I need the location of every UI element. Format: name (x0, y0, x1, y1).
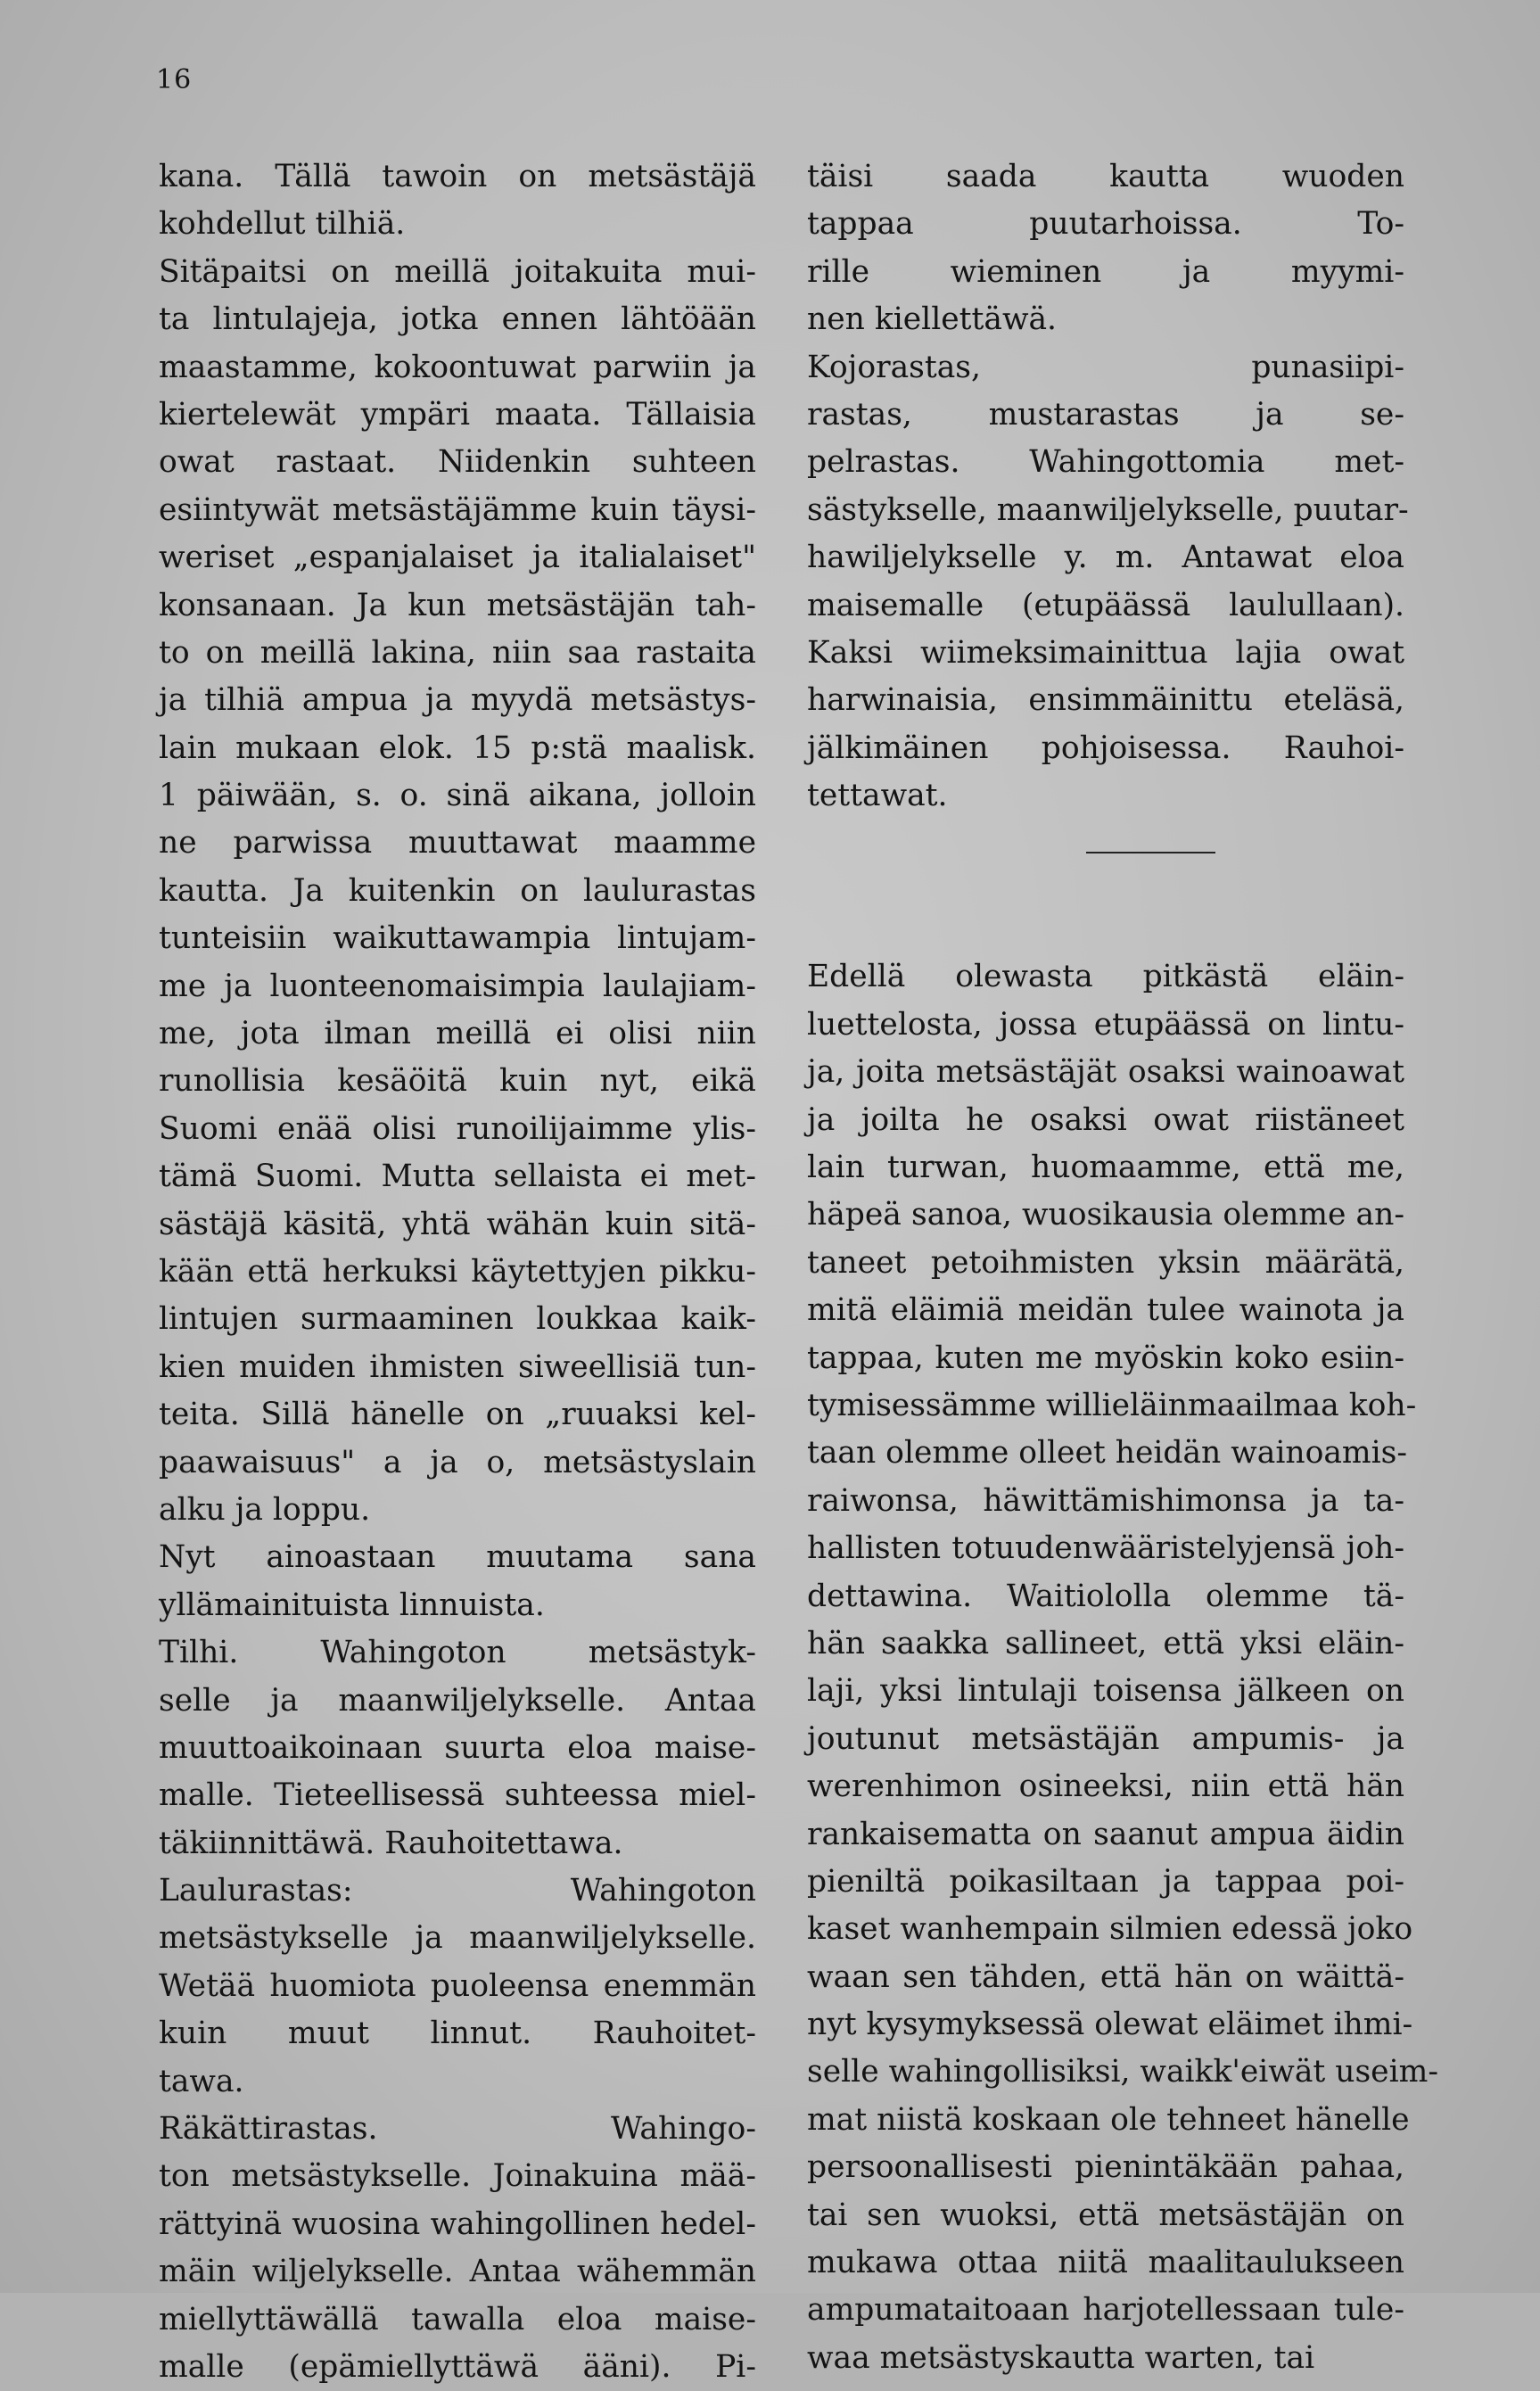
text-line: werenhimon osineeksi, niin että hän (807, 1769, 1404, 1805)
text-line: kohdellut tilhiä. (159, 206, 406, 243)
text-line: weriset „espanjalaiset ja italialaiset" (159, 540, 756, 576)
text-line: joutunut metsästäjän ampumis- ja (807, 1720, 1404, 1757)
text-line: owat rastaat. Niidenkin suhteen (159, 444, 756, 481)
text-line: kään että herkuksi käytettyjen pikku- (159, 1253, 756, 1290)
text-line: dettawina. Waitiololla olemme tä- (807, 1578, 1404, 1614)
text-line: kaset wanhempain silmien edessä joko (807, 1911, 1413, 1948)
text-line: miellyttäwällä tawalla eloa maise- (159, 2301, 756, 2337)
text-line: rastas, mustarastas ja se- (807, 396, 1404, 433)
text-line: kuin muut linnut. Rauhoitet- (159, 2016, 756, 2052)
text-line: tai sen wuoksi, että metsästäjän on (807, 2197, 1404, 2233)
page-number: 16 (156, 64, 193, 95)
text-line: teita. Sillä hänelle on „ruuaksi kel- (159, 1397, 756, 1433)
text-line: me ja luonteenomaisimpia laulajiam- (159, 968, 756, 1004)
text-line: Wetää huomiota puoleensa enemmän (159, 1967, 756, 2004)
text-line: tunteisiin waikuttawampia lintujam- (159, 920, 756, 957)
section-divider (1086, 852, 1215, 853)
text-line: hawiljelykselle y. m. Antawat eloa (807, 540, 1404, 576)
text-line: waan sen tähden, että hän on wäittä- (807, 1958, 1404, 1995)
text-line: pieniltä poikasiltaan ja tappaa poi- (807, 1863, 1404, 1900)
text-line: Suomi enää olisi runoilijaimme ylis- (159, 1110, 756, 1147)
right-column-top-text (807, 153, 1409, 820)
text-line: ja, joita metsästäjät osaksi wainoawat (807, 1054, 1404, 1091)
text-line: me, jota ilman meillä ei olisi niin (159, 1016, 756, 1052)
text-line: malle. Tieteellisessä suhteessa miel- (159, 1777, 756, 1814)
text-line: tettawat. (807, 778, 948, 814)
text-line: luettelosta, jossa etupäässä on lintu- (807, 1006, 1404, 1043)
text-line: selle ja maanwiljelykselle. Antaa (159, 1682, 756, 1719)
text-line: taan olemme olleet heidän wainoamis- (807, 1435, 1408, 1472)
text-line: lintujen surmaaminen loukkaa kaik- (159, 1301, 756, 1338)
text-line: kautta. Ja kuitenkin on laulurastas (159, 872, 756, 909)
text-line: nen kiellettäwä. (807, 301, 1058, 338)
text-line: kien muiden ihmisten siweellisiä tun- (159, 1348, 756, 1385)
text-line: kana. Tällä tawoin on metsästäjä (159, 159, 756, 194)
text-line: hän saakka sallineet, että yksi eläin- (807, 1625, 1404, 1661)
text-line: häpeä sanoa, wuosikausia olemme an- (807, 1197, 1404, 1233)
text-line: kiertelewät ympäri maata. Tällaisia (159, 396, 756, 433)
text-line: runollisia kesäöitä kuin nyt, eikä (159, 1063, 756, 1100)
text-line: ja joilta he osaksi owat riistäneet (807, 1101, 1404, 1138)
text-line: mitä eläimiä meidän tulee wainota ja (807, 1292, 1404, 1329)
text-line: maisemalle (etupäässä laulullaan). (807, 587, 1404, 623)
text-line: Kaksi wiimeksimainittua lajia owat (807, 634, 1404, 671)
text-line: maastamme, kokoontuwat parwiin ja (159, 349, 756, 385)
text-line: raiwonsa, häwittämishimonsa ja ta- (807, 1482, 1404, 1519)
text-line: sästykselle, maanwiljelykselle, puutar- (807, 491, 1409, 528)
text-line: to on meillä lakina, niin saa rastaita (159, 634, 756, 671)
text-line: persoonallisesti pienintäkään pahaa, (807, 2149, 1404, 2186)
text-line: nyt kysymyksessä olewat eläimet ihmi- (807, 2007, 1413, 2043)
text-line: ta lintulajeja, jotka ennen lähtöään (159, 301, 756, 338)
text-line: ja tilhiä ampua ja myydä metsästys- (159, 682, 756, 719)
text-line: Tilhi. Wahingoton metsästyk- (159, 1635, 756, 1671)
text-line: konsanaan. Ja kun metsästäjän tah- (159, 587, 756, 623)
text-line: mäin wiljelykselle. Antaa wähemmän (159, 2254, 756, 2290)
text-line: Nyt ainoastaan muutama sana (159, 1539, 756, 1576)
text-line: selle wahingollisiksi, waikk'eiwät useim- (807, 2054, 1438, 2090)
text-line: rille wieminen ja myymi- (807, 253, 1404, 290)
text-line: tämä Suomi. Mutta sellaista ei met- (159, 1158, 756, 1195)
text-line: tappaa puutarhoissa. To- (807, 206, 1404, 243)
text-line: metsästykselle ja maanwiljelykselle. (159, 1920, 756, 1957)
text-line: lain mukaan elok. 15 p:stä maalisk. (159, 730, 756, 766)
text-line: hallisten totuudenwääristelyjensä joh- (807, 1530, 1404, 1567)
right-column-bottom-text (807, 953, 1438, 2382)
text-line: Laulurastas: Wahingoton (159, 1873, 756, 1909)
text-line: Edellä olewasta pitkästä eläin- (807, 959, 1404, 995)
text-line: ne parwissa muuttawat maamme (159, 825, 756, 862)
text-line: esiintywät metsästäjämme kuin täysi- (159, 491, 756, 528)
text-line: rankaisematta on saanut ampua äidin (807, 1816, 1404, 1852)
text-line: Sitäpaitsi on meillä joitakuita mui- (159, 253, 756, 290)
text-line: jälkimäinen pohjoisessa. Rauhoi- (807, 730, 1404, 766)
section-gap (807, 853, 1404, 953)
text-line: rättyinä wuosina wahingollinen hedel- (159, 2205, 756, 2242)
text-line: Kojorastas, punasiipi- (807, 349, 1404, 385)
text-line: täisi saada kautta wuoden (807, 159, 1404, 194)
right-column (807, 153, 1438, 2382)
text-line: paawaisuus" a ja o, metsästyslain (159, 1444, 756, 1480)
text-line: muuttoaikoinaan suurta eloa maise- (159, 1729, 756, 1766)
text-line: pelrastas. Wahingottomia met- (807, 444, 1404, 481)
text-line: malle (epämiellyttäwä ääni). Pi- (159, 2348, 756, 2385)
text-line: tymisessämme willieläinmaailmaa koh- (807, 1387, 1417, 1423)
text-line: ampumataitoaan harjotellessaan tule- (807, 2292, 1404, 2329)
text-line: harwinaisia, ensimmäinittu eteläsä, (807, 682, 1404, 719)
text-line: laji, yksi lintulaji toisensa jälkeen on (807, 1673, 1404, 1710)
text-line: Räkättirastas. Wahingo- (159, 2111, 756, 2148)
text-line: ton metsästykselle. Joinakuina mää- (159, 2158, 756, 2195)
text-line: yllämainituista linnuista. (159, 1587, 545, 1623)
text-line: 1 päiwään, s. o. sinä aikana, jolloin (159, 778, 756, 814)
text-line: tappaa, kuten me myöskin koko esiin- (807, 1340, 1404, 1376)
text-line: waa metsästyskautta warten, tai (807, 2339, 1315, 2376)
text-line: täkiinnittäwä. Rauhoitettawa. (159, 1825, 623, 1861)
text-line: mat niistä koskaan ole tehneet hänelle (807, 2101, 1410, 2138)
left-column (159, 153, 756, 2391)
text-line: sästäjä käsitä, yhtä wähän kuin sitä- (159, 1206, 756, 1242)
text-line: lain turwan, huomaamme, että me, (807, 1150, 1404, 1186)
text-line: tawa. (159, 2063, 244, 2099)
text-line: mukawa ottaa niitä maalitaulukseen (807, 2245, 1404, 2281)
text-line: alku ja loppu. (159, 1491, 371, 1528)
text-line: taneet petoihmisten yksin määrätä, (807, 1244, 1404, 1281)
